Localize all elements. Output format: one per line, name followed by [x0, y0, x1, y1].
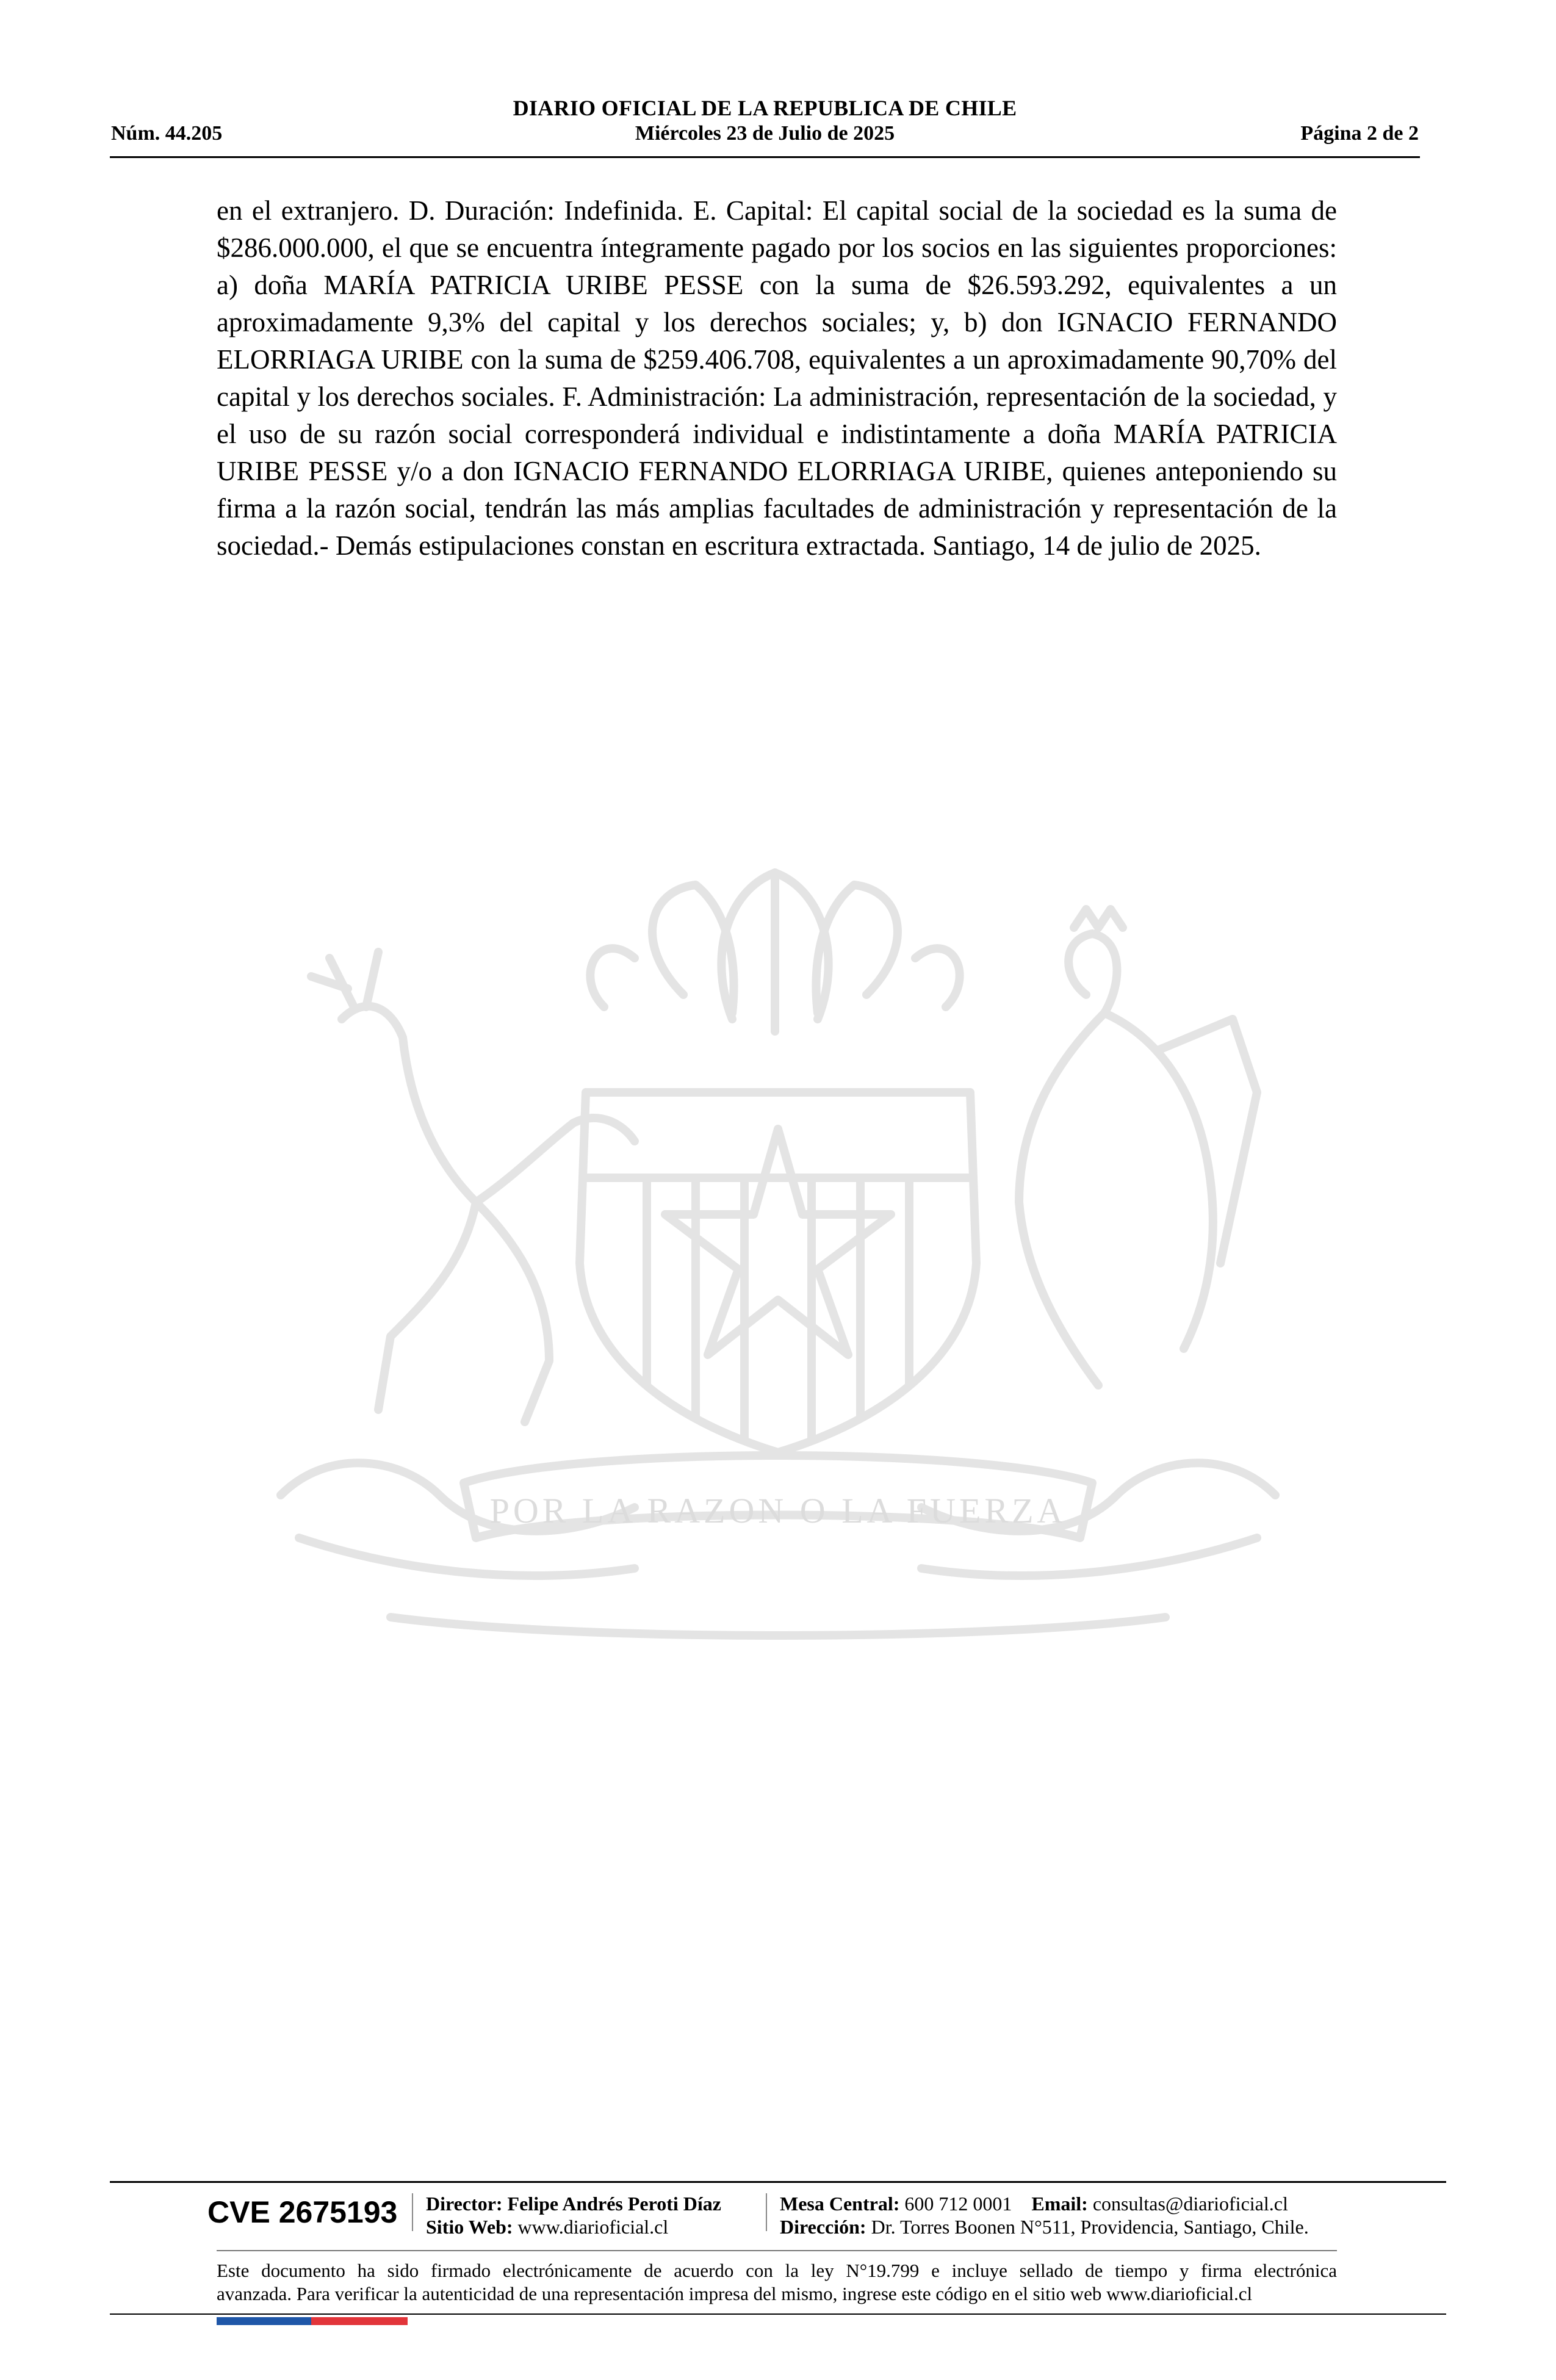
footer-separator — [766, 2193, 767, 2231]
footer-divider-mid — [217, 2250, 1337, 2251]
flag-stripe-blue — [217, 2317, 311, 2325]
page-number: Página 2 de 2 — [1300, 122, 1419, 145]
address-text: Dr. Torres Boonen N°511, Providencia, Santiago, Chile. — [871, 2216, 1309, 2238]
watermark-motto: POR LA RAZON O LA FUERZA — [489, 1491, 1067, 1531]
phone-label: Mesa Central: — [780, 2193, 900, 2215]
extract-body — [217, 192, 1337, 564]
address-label: Dirección: — [780, 2216, 866, 2238]
issue-number: Núm. 44.205 — [111, 122, 223, 145]
coat-of-arms-watermark-icon — [207, 836, 1349, 1666]
footer-contact-block — [780, 2192, 1341, 2238]
publication-title: DIARIO OFICIAL DE LA REPUBLICA DE CHILE — [513, 96, 1017, 120]
director-name: Felipe Andrés Peroti Díaz — [507, 2193, 721, 2215]
footer-divider-bottom — [110, 2313, 1446, 2315]
body-paragraph: en el extranjero. D. Duración: Indefinida. E. Capital: El capital social de la sociedad es la suma de $286.000.000, el que se encuentra íntegramente pagado por los socios en las siguientes proporciones: a) doña MARÍA PATRICIA URIBE PESSE con la suma de $26.593.292, equivalentes a un aproximadamente 9,3% del capital y los derechos sociales; y, b) don IGNACIO FERNANDO ELORRIAGA URIBE con la suma de $259.406.708, equivalentes a un aproximadamente 90,70% del capital y los derechos sociales. F. Administración: La administración, representación de la sociedad, y el uso de su razón social corresponderá individual e indistintamente a doña MARÍA PATRICIA URIBE PESSE y/o a don IGNACIO FERNANDO ELORRIAGA URIBE, quienes anteponiendo su firma a la razón social, tendrán las más amplias facultades de administración y representación de la sociedad.- Demás estipulaciones constan en escritura extractada. Santiago, 14 de julio de 2025. — [217, 195, 1337, 561]
email-label: Email: — [1031, 2193, 1088, 2215]
cve-code: CVE 2675193 — [207, 2195, 398, 2229]
issue-date: Miércoles 23 de Julio de 2025 — [635, 122, 895, 145]
footer-divider-top — [110, 2181, 1446, 2183]
legal-line-2: avanzada. Para verificar la autenticidad de una representación impresa del mismo, ingrese este código en el sitio web www.diarioficial.cl — [217, 2283, 1253, 2304]
phone-number: 600 712 0001 — [904, 2193, 1012, 2215]
email-link[interactable]: consultas@diarioficial.cl — [1092, 2193, 1288, 2215]
legal-notice — [217, 2259, 1337, 2306]
website-label: Sitio Web: — [426, 2216, 513, 2238]
footer-separator — [412, 2193, 413, 2231]
header-divider — [110, 156, 1420, 158]
page-header — [110, 92, 1420, 159]
legal-line-1: Este documento ha sido firmado electrónicamente de acuerdo con la ley N°19.799 e incluye sellado de tiempo y firma electrónica — [217, 2260, 1337, 2281]
flag-stripe-red — [311, 2317, 408, 2325]
footer-director-block — [426, 2192, 768, 2238]
website-link[interactable]: www.diarioficial.cl — [517, 2216, 669, 2238]
director-label: Director: — [426, 2193, 503, 2215]
